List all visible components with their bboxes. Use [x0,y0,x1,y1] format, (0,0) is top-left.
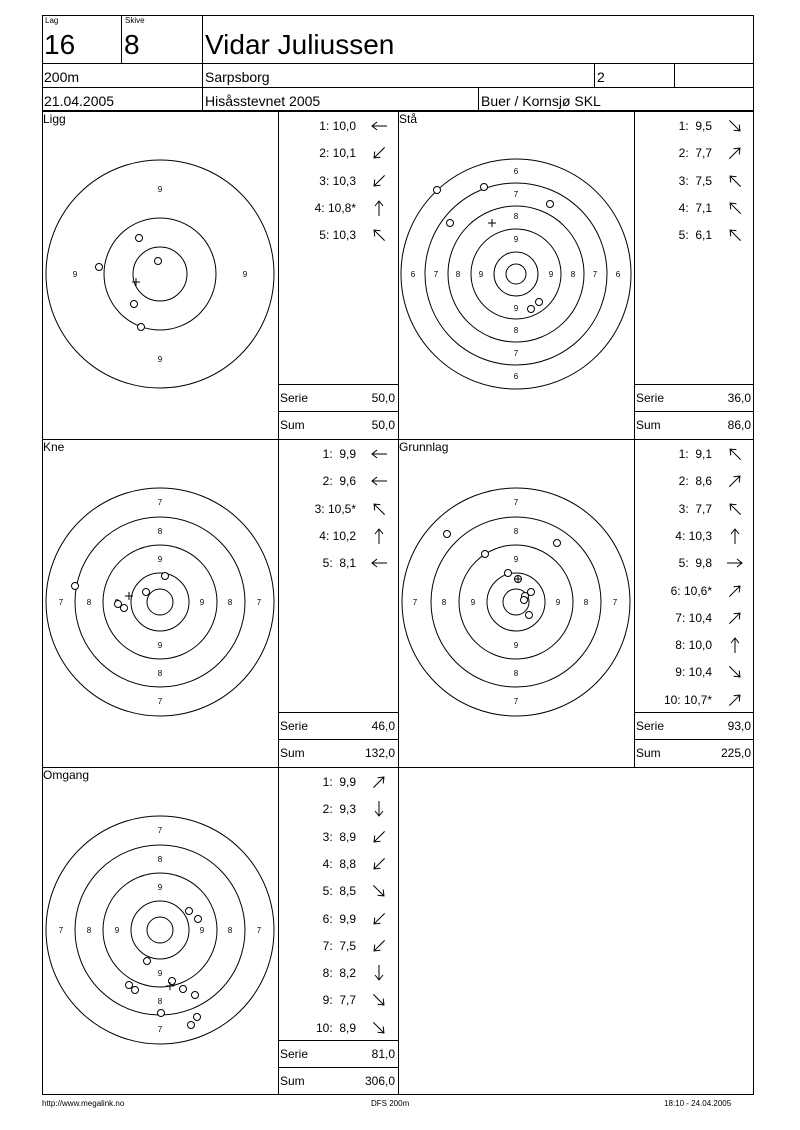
shot-score: 7: 10,4 [675,610,712,625]
svg-text:9: 9 [157,969,163,978]
direction-arrow-icon [370,226,388,244]
svg-text:7: 7 [513,697,519,706]
sum-value: 306,0 [364,1074,395,1088]
svg-text:7: 7 [513,349,519,358]
svg-text:7: 7 [157,1025,163,1034]
direction-arrow-icon [370,144,388,162]
direction-arrow-icon [726,472,744,490]
shot-score: 2: 8,6 [678,474,712,489]
svg-text:7: 7 [412,598,418,607]
serie-label: Serie [636,391,665,405]
direction-arrow-icon [370,1019,388,1037]
sum-line [278,411,398,412]
shot-score: 3: 7,5 [678,173,712,188]
svg-text:9: 9 [470,598,476,607]
serie-label: Serie [280,391,309,405]
svg-text:9: 9 [157,641,163,650]
direction-arrow-icon [370,828,388,846]
shot-score: 4: 10,8* [314,200,356,215]
shot-score: 3: 7,7 [678,501,712,516]
direction-arrow-icon [726,144,744,162]
direction-arrow-icon [370,882,388,900]
direction-arrow-icon [726,445,744,463]
svg-text:9: 9 [199,598,205,607]
direction-arrow-icon [726,226,744,244]
header-divider [478,87,479,111]
location: Buer / Kornsjø SKL [481,93,601,109]
serie-line [634,712,754,713]
svg-text:8: 8 [583,598,589,607]
lag-label: Lag [45,16,59,25]
header-divider [202,15,203,111]
direction-arrow-icon [370,937,388,955]
shot-score: 8: 10,0 [675,638,712,653]
direction-arrow-icon [726,582,744,600]
serie-line [634,384,754,385]
header-divider [594,63,595,87]
shot-score: 9: 7,7 [322,993,356,1008]
section-title-sta: Stå [399,112,418,126]
date: 21.04.2005 [44,93,115,109]
sum-value: 50,0 [371,418,395,432]
sum-value: 132,0 [364,746,395,760]
club-city: Sarpsborg [205,69,270,85]
svg-text:7: 7 [256,926,262,935]
svg-text:9: 9 [478,270,484,279]
svg-text:8: 8 [157,527,163,536]
grid-divider [398,767,399,1095]
shot-score: 1: 9,1 [678,447,712,461]
sum-line [634,739,754,740]
serie-line [278,712,398,713]
target-sta [398,111,634,439]
shot-score: 7: 7,5 [322,938,356,953]
direction-arrow-icon [370,472,388,490]
shot-score: 6: 9,9 [322,911,356,926]
svg-text:9: 9 [72,270,78,279]
serie-label: Serie [280,1047,309,1061]
shot-score: 1: 10,0 [319,119,356,133]
serie-line [278,384,398,385]
svg-text:7: 7 [592,270,598,279]
footer-timestamp: 18:10 - 24.04.2005 [664,1099,732,1108]
svg-text:7: 7 [513,190,519,199]
header-divider [42,87,754,88]
serie-label: Serie [280,719,309,733]
shot-score: 10: 8,9 [315,1020,356,1035]
direction-arrow-icon [370,910,388,928]
svg-text:9: 9 [157,355,163,364]
skive-value: 8 [124,29,140,60]
svg-text:9: 9 [513,304,519,313]
shot-score: 1: 9,5 [678,119,712,133]
shot-list-grunnlag [634,439,754,709]
header-divider [121,15,122,63]
svg-text:9: 9 [157,883,163,892]
svg-text:7: 7 [256,598,262,607]
shooter-name: Vidar Juliussen [205,29,395,60]
section-title-omgang: Omgang [43,768,90,782]
direction-arrow-icon [370,199,388,217]
serie-value: 36,0 [727,391,751,405]
lag-value: 16 [44,29,76,60]
direction-arrow-icon [370,554,388,572]
distance: 200m [44,69,80,85]
svg-text:8: 8 [455,270,461,279]
direction-arrow-icon [370,800,388,818]
svg-text:9: 9 [513,555,519,564]
section-title-grunnlag: Grunnlag [399,440,449,454]
direction-arrow-icon [726,554,744,572]
svg-text:7: 7 [58,598,64,607]
direction-arrow-icon [370,117,388,135]
shot-score: 5: 9,8 [678,556,712,571]
direction-arrow-icon [726,663,744,681]
skive-label: Skive [125,16,145,25]
shot-score: 3: 10,5* [314,501,356,516]
target-omgang [42,767,278,1095]
serie-value: 93,0 [727,719,751,733]
svg-text:7: 7 [157,826,163,835]
svg-text:7: 7 [513,498,519,507]
svg-text:9: 9 [513,235,519,244]
direction-arrow-icon [726,691,744,709]
svg-text:8: 8 [157,997,163,1006]
svg-text:9: 9 [242,270,248,279]
shot-list-ligg [278,111,398,381]
svg-text:9: 9 [548,270,554,279]
direction-arrow-icon [726,172,744,190]
shot-list-sta [634,111,754,381]
direction-arrow-icon [370,964,388,982]
svg-text:8: 8 [513,326,519,335]
serie-label: Serie [636,719,665,733]
svg-text:8: 8 [513,669,519,678]
serie-value: 81,0 [371,1047,395,1061]
svg-text:8: 8 [86,926,92,935]
header-divider [674,63,675,87]
shot-score: 1: 9,9 [322,447,356,461]
sum-label: Sum [636,418,661,432]
shot-score: 8: 8,2 [322,966,356,981]
shot-list-kne [278,439,398,709]
target-grunnlag [398,439,634,767]
sum-value: 225,0 [720,746,751,760]
svg-text:7: 7 [157,498,163,507]
svg-text:9: 9 [555,598,561,607]
shot-score: 6: 10,6* [670,583,712,598]
header-divider [42,63,754,64]
sum-value: 86,0 [727,418,751,432]
sum-line [634,411,754,412]
shot-score: 5: 10,3 [319,228,356,243]
svg-text:7: 7 [58,926,64,935]
shot-score: 2: 9,3 [322,802,356,817]
direction-arrow-icon [726,199,744,217]
svg-text:8: 8 [441,598,447,607]
svg-text:7: 7 [157,697,163,706]
direction-arrow-icon [726,117,744,135]
target-kne [42,439,278,767]
serie-value: 50,0 [371,391,395,405]
svg-text:8: 8 [227,926,233,935]
shooter-class: 2 [597,69,605,85]
shot-score: 10: 10,7* [663,692,712,707]
footer-center: DFS 200m [371,1099,410,1108]
svg-text:8: 8 [157,669,163,678]
event-name: Hisåsstevnet 2005 [205,93,321,109]
section-title-ligg: Ligg [43,112,66,126]
shot-score: 3: 8,9 [322,829,356,844]
svg-text:7: 7 [612,598,618,607]
shot-score: 1: 9,9 [322,775,356,789]
sum-label: Sum [280,746,305,760]
svg-text:9: 9 [513,641,519,650]
direction-arrow-icon [370,445,388,463]
direction-arrow-icon [370,991,388,1009]
svg-text:8: 8 [513,527,519,536]
svg-text:8: 8 [157,855,163,864]
section-title-kne: Kne [43,440,65,454]
svg-text:8: 8 [513,212,519,221]
direction-arrow-icon [726,500,744,518]
shot-score: 2: 7,7 [678,146,712,161]
sum-label: Sum [636,746,661,760]
shot-score: 5: 8,1 [322,556,356,571]
svg-text:6: 6 [513,372,519,381]
shot-score: 3: 10,3 [319,173,356,188]
direction-arrow-icon [726,609,744,627]
sum-label: Sum [280,1074,305,1088]
svg-text:9: 9 [157,185,163,194]
shot-score: 2: 10,1 [319,146,356,161]
footer-url[interactable]: http://www.megalink.no [42,1099,125,1108]
shot-score: 4: 10,3 [675,528,712,543]
svg-text:8: 8 [570,270,576,279]
shot-score: 4: 8,8 [322,856,356,871]
svg-text:8: 8 [86,598,92,607]
direction-arrow-icon [726,527,744,545]
direction-arrow-icon [370,172,388,190]
grid-divider [398,767,754,768]
sum-line [278,1067,398,1068]
svg-text:9: 9 [199,926,205,935]
direction-arrow-icon [370,773,388,791]
serie-line [278,1040,398,1041]
direction-arrow-icon [370,500,388,518]
sum-line [278,739,398,740]
direction-arrow-icon [370,855,388,873]
svg-text:6: 6 [513,167,519,176]
shot-score: 5: 6,1 [678,228,712,243]
svg-text:8: 8 [227,598,233,607]
direction-arrow-icon [370,527,388,545]
svg-text:9: 9 [114,926,120,935]
sum-label: Sum [280,418,305,432]
svg-text:6: 6 [615,270,621,279]
direction-arrow-icon [726,636,744,654]
shot-list-omgang [278,767,398,1037]
shot-score: 9: 10,4 [675,665,712,680]
shot-score: 2: 9,6 [322,474,356,489]
shot-score: 5: 8,5 [322,884,356,899]
serie-value: 46,0 [371,719,395,733]
svg-text:7: 7 [433,270,439,279]
shot-score: 4: 10,2 [319,528,356,543]
shot-score: 4: 7,1 [678,200,712,215]
target-ligg [42,111,278,439]
svg-text:6: 6 [410,270,416,279]
svg-text:9: 9 [157,555,163,564]
